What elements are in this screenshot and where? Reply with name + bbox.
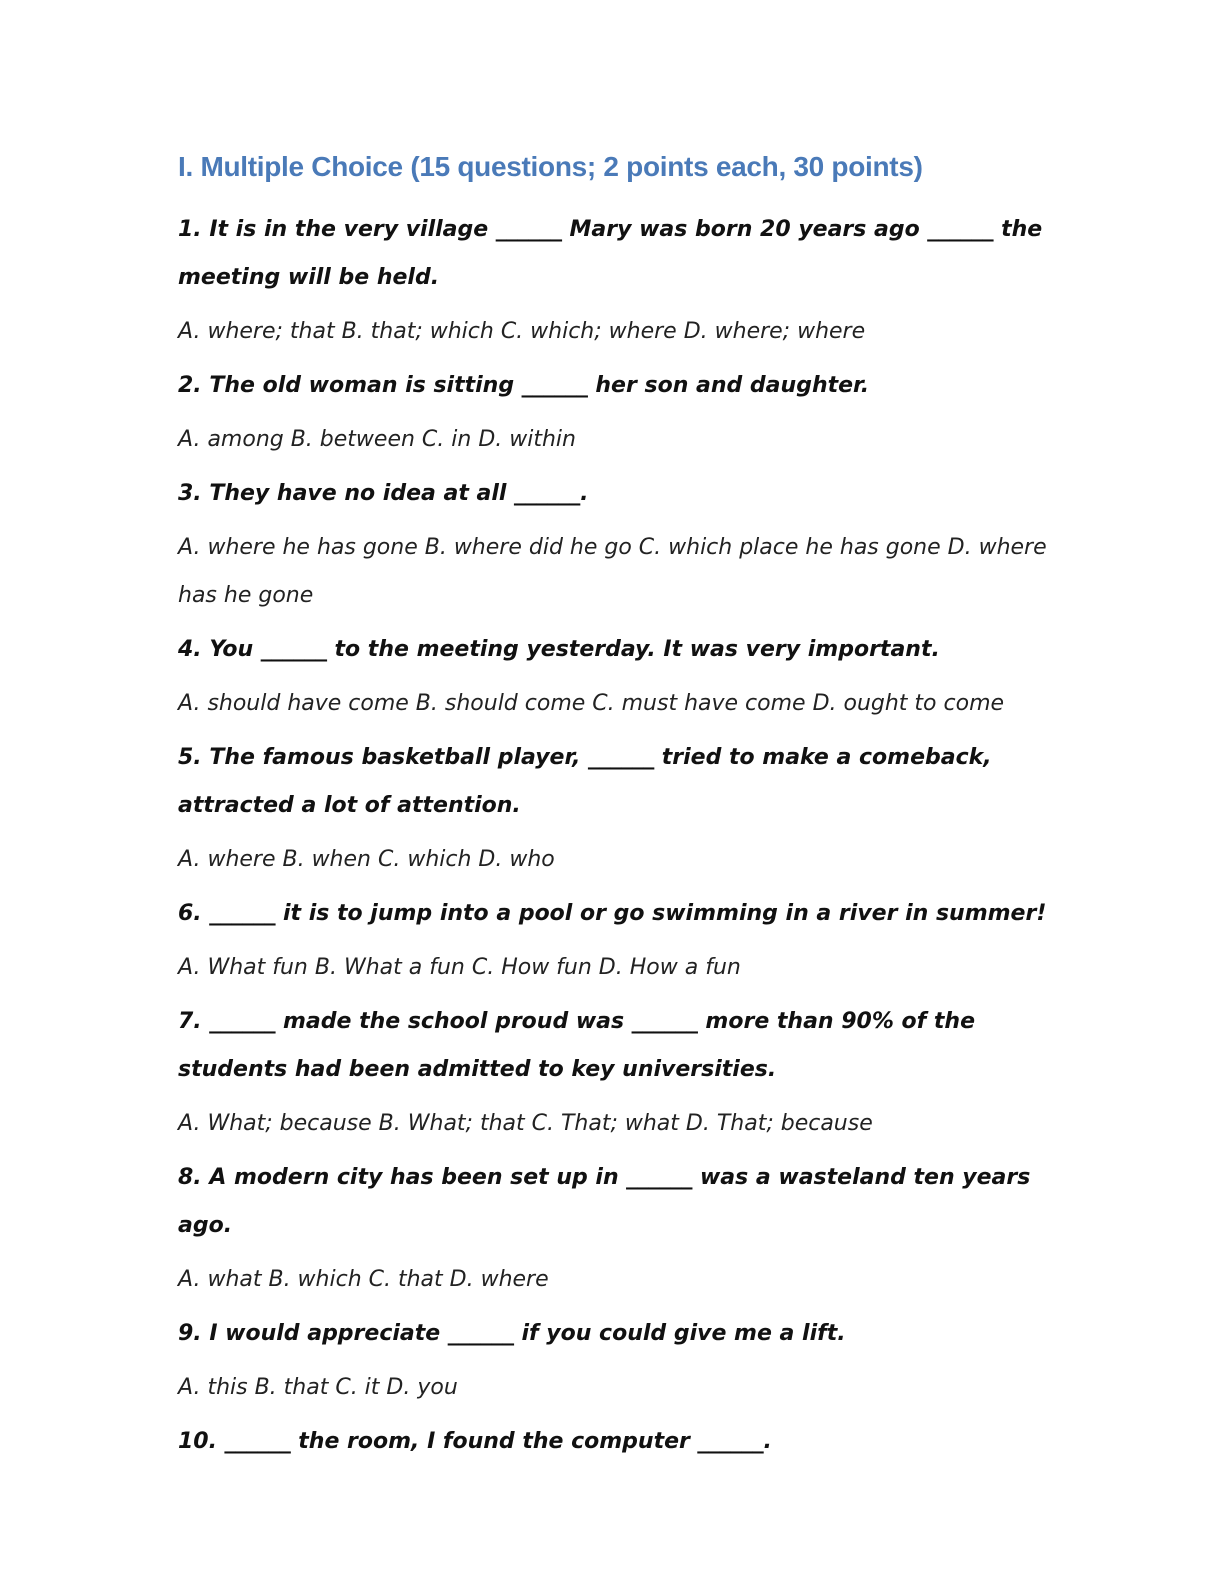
- question-5-options: A. where B. when C. which D. who: [178, 846, 555, 872]
- question-3-options: A. where he has gone B. where did he go C. which place he has gone D. where has he gone: [178, 534, 1047, 608]
- question-2-stem: 2. The old woman is sitting ______ her son and daughter.: [178, 372, 870, 398]
- question-6-stem: 6. ______ it is to jump into a pool or go swimming in a river in summer!: [178, 900, 1047, 926]
- question-3-stem: 3. They have no idea at all ______.: [178, 480, 589, 506]
- question-8-options: A. what B. which C. that D. where: [178, 1266, 549, 1292]
- question-5-stem: 5. The famous basketball player, ______ tried to make a comeback, attracted a lot of attention.: [178, 744, 992, 818]
- question-1-stem: 1. It is in the very village ______ Mary was born 20 years ago ______ the meeting will be held.: [178, 216, 1043, 290]
- document-page: [178, 150, 1048, 1472]
- question-8-stem: 8. A modern city has been set up in ______ was a wasteland ten years ago.: [178, 1164, 1031, 1238]
- question-2-options: A. among B. between C. in D. within: [178, 426, 576, 452]
- question-4-stem: 4. You ______ to the meeting yesterday. It was very important.: [178, 636, 940, 662]
- question-9-stem: 9. I would appreciate ______ if you could give me a lift.: [178, 1320, 846, 1346]
- question-4-options: A. should have come B. should come C. must have come D. ought to come: [178, 690, 1005, 716]
- question-7-stem: 7. ______ made the school proud was ______ more than 90% of the students had been admitted to key universities.: [178, 1008, 976, 1082]
- question-1-options: A. where; that B. that; which C. which; where D. where; where: [178, 318, 866, 344]
- question-7-options: A. What; because B. What; that C. That; what D. That; because: [178, 1110, 873, 1136]
- question-10-stem: 10. ______ the room, I found the computer ______.: [178, 1428, 772, 1454]
- question-9-options: A. this B. that C. it D. you: [178, 1374, 458, 1400]
- section-title: I. Multiple Choice (15 questions; 2 points each, 30 points): [178, 151, 923, 182]
- question-6-options: A. What fun B. What a fun C. How fun D. How a fun: [178, 954, 741, 980]
